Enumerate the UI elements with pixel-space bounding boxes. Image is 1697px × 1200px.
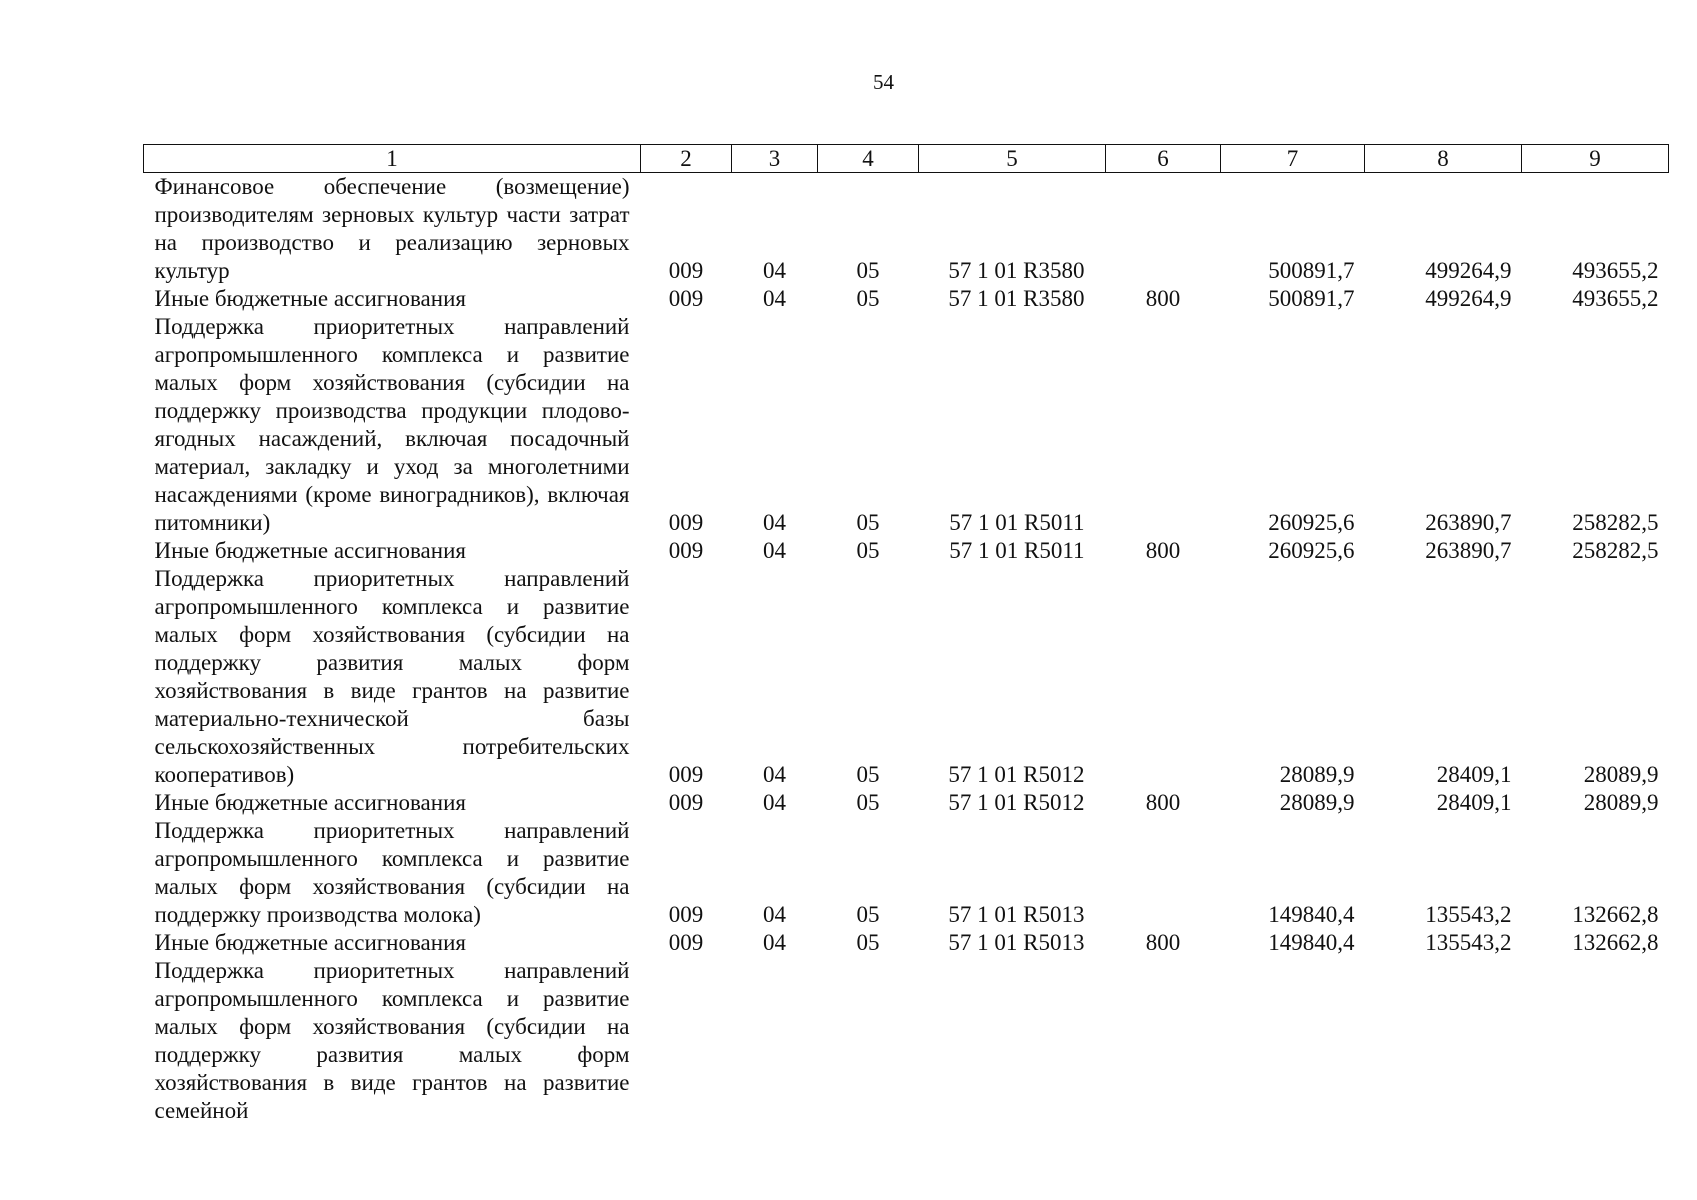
- row-description: Поддержка приоритетных направлений агропромышленного комплекса и развитие малых форм хозяйствования (субсидии на поддержку производства продукции плодово-ягодных насаждений, включая посадочный материал, закладку и уход за многолетними насаждениями (кроме виноградников), включая питомники): [154, 314, 630, 535]
- column-header: 1: [144, 145, 641, 173]
- column-header: 4: [818, 145, 919, 173]
- amount-year-1: 28089,9: [1279, 762, 1355, 787]
- amount-year-1: 149840,4: [1268, 930, 1355, 955]
- amount-year-3: 493655,2: [1572, 286, 1659, 311]
- ministry-code: 009: [668, 930, 704, 955]
- amount-year-2: 135543,2: [1425, 930, 1512, 955]
- expense-type-code: [1106, 173, 1221, 286]
- amount-year-2: 135543,2: [1425, 902, 1512, 927]
- amount-year-3: 28089,9: [1583, 762, 1659, 787]
- target-article-code: 57 1 01 R5011: [949, 510, 1085, 535]
- expense-type-code: 800: [1145, 538, 1181, 563]
- row-description: Поддержка приоритетных направлений агропромышленного комплекса и развитие малых форм хозяйствования (субсидии на поддержку развития малых форм хозяйствования в виде грантов на развитие материально-технической базы сельскохозяйственных потребительских кооперативов): [154, 566, 630, 787]
- amount-year-1: 260925,6: [1268, 510, 1355, 535]
- section-code: 04: [763, 902, 786, 927]
- column-header: 3: [732, 145, 818, 173]
- ministry-code: 009: [668, 538, 704, 563]
- row-description: Поддержка приоритетных направлений агропромышленного комплекса и развитие малых форм хозяйствования (субсидии на поддержку развития малых форм хозяйствования в виде грантов на развитие семейной: [154, 958, 630, 1123]
- column-header: 6: [1106, 145, 1221, 173]
- amount-year-1: 149840,4: [1268, 902, 1355, 927]
- target-article-code: 57 1 01 R5013: [948, 902, 1085, 927]
- target-article-code: 57 1 01 R3580: [948, 258, 1085, 283]
- ministry-code: 009: [668, 286, 704, 311]
- column-header: 9: [1522, 145, 1669, 173]
- subsection-code: 05: [856, 510, 880, 535]
- amount-year-3: 258282,5: [1572, 510, 1659, 535]
- expense-type-code: 800: [1145, 286, 1181, 311]
- row-description: Иные бюджетные ассигнования: [154, 790, 466, 815]
- amount-year-2: 28409,1: [1436, 790, 1512, 815]
- amount-year-3: [1522, 957, 1669, 1125]
- table-row: [144, 285, 1669, 313]
- table-row: [144, 313, 1669, 537]
- subsection-code: 05: [856, 902, 880, 927]
- subsection-code: 05: [856, 790, 880, 815]
- amount-year-1: 500891,7: [1268, 258, 1355, 283]
- page-number: 54: [873, 70, 894, 94]
- amount-year-3: 28089,9: [1583, 790, 1659, 815]
- subsection-code: 05: [856, 538, 880, 563]
- amount-year-1: 260925,6: [1268, 538, 1355, 563]
- column-header: 7: [1221, 145, 1365, 173]
- section-code: [732, 957, 818, 1125]
- amount-year-1: 500891,7: [1268, 286, 1355, 311]
- subsection-code: 05: [856, 258, 880, 283]
- amount-year-3: 258282,5: [1572, 538, 1659, 563]
- table-row: [144, 537, 1669, 565]
- amount-year-1: 28089,9: [1279, 790, 1355, 815]
- expense-type-code: [1106, 957, 1221, 1125]
- target-article-code: 57 1 01 R5011: [949, 538, 1085, 563]
- ministry-code: 009: [668, 902, 704, 927]
- row-description: Иные бюджетные ассигнования: [154, 930, 466, 955]
- table-row: [144, 817, 1669, 929]
- row-description: Иные бюджетные ассигнования: [154, 286, 466, 311]
- ministry-code: 009: [668, 510, 704, 535]
- target-article-code: 57 1 01 R5012: [948, 762, 1085, 787]
- target-article-code: 57 1 01 R3580: [948, 286, 1085, 311]
- amount-year-2: 263890,7: [1425, 510, 1512, 535]
- amount-year-2: [1365, 957, 1522, 1125]
- expense-type-code: [1106, 565, 1221, 789]
- table-row: [144, 565, 1669, 789]
- expense-type-code: 800: [1145, 790, 1181, 815]
- amount-year-1: [1221, 957, 1365, 1125]
- section-code: 04: [763, 286, 786, 311]
- row-description: Финансовое обеспечение (возмещение) производителям зерновых культур части затрат на производство и реализацию зерновых культур: [154, 174, 630, 283]
- subsection-code: 05: [856, 762, 880, 787]
- table-row: [144, 957, 1669, 1125]
- subsection-code: [818, 957, 919, 1125]
- table-row: [144, 173, 1669, 286]
- ministry-code: 009: [668, 762, 704, 787]
- row-description: Иные бюджетные ассигнования: [154, 538, 466, 563]
- amount-year-2: 28409,1: [1436, 762, 1512, 787]
- expense-type-code: [1106, 313, 1221, 537]
- amount-year-3: 132662,8: [1572, 902, 1659, 927]
- subsection-code: 05: [856, 930, 880, 955]
- amount-year-3: 493655,2: [1572, 258, 1659, 283]
- column-number-header-row: [144, 145, 1669, 173]
- expense-type-code: [1106, 817, 1221, 929]
- ministry-code: 009: [668, 258, 704, 283]
- subsection-code: 05: [856, 286, 880, 311]
- budget-table: [143, 144, 1669, 1125]
- section-code: 04: [763, 790, 786, 815]
- column-header: 5: [919, 145, 1106, 173]
- table-row: [144, 929, 1669, 957]
- ministry-code: [641, 957, 732, 1125]
- section-code: 04: [763, 930, 786, 955]
- column-header: 2: [641, 145, 732, 173]
- section-code: 04: [763, 258, 786, 283]
- section-code: 04: [763, 762, 786, 787]
- ministry-code: 009: [668, 790, 704, 815]
- amount-year-2: 499264,9: [1425, 258, 1512, 283]
- column-header: 8: [1365, 145, 1522, 173]
- row-description: Поддержка приоритетных направлений агропромышленного комплекса и развитие малых форм хозяйствования (субсидии на поддержку производства молока): [154, 818, 630, 927]
- target-article-code: [919, 957, 1106, 1125]
- expense-type-code: 800: [1145, 930, 1181, 955]
- table-row: [144, 789, 1669, 817]
- amount-year-3: 132662,8: [1572, 930, 1659, 955]
- amount-year-2: 263890,7: [1425, 538, 1512, 563]
- section-code: 04: [763, 510, 786, 535]
- target-article-code: 57 1 01 R5013: [948, 930, 1085, 955]
- section-code: 04: [763, 538, 786, 563]
- target-article-code: 57 1 01 R5012: [948, 790, 1085, 815]
- amount-year-2: 499264,9: [1425, 286, 1512, 311]
